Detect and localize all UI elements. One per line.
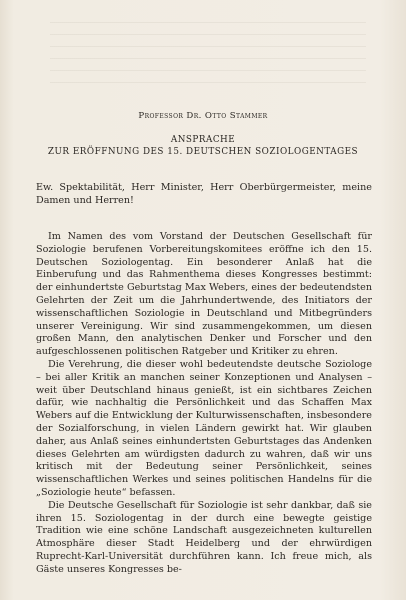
title-line: ZUR ERÖFFNUNG DES 15. DEUTSCHEN SOZIOLOGENTAGES — [47, 147, 359, 157]
author-name: Professor Dr. Otto Stammer — [138, 111, 268, 121]
salutation: Ew. Spektabilität, Herr Minister, Herr Oberbürgermeister, meine Damen und Herren! — [36, 182, 372, 206]
paragraph: Im Namen des vom Vorstand der Deutschen Gesellschaft für Soziologie berufenen Vorbereitungskomitees eröffne ich den 15. Deutschen Soziologentag. Ein besonderer Anlaß hat die Einberufung und das Rahmenthema dieses Kongresses bestimmt: der einhundertste Geburtstag Max Webers, eines der bedeutendsten Gelehrten der Zeit um die Jahrhundertwende, des Initiators der wissenschaftlichen Soziologie in Deutschland und Mitbegründers unserer Vereinigung. Wir sind zusammengekommen, um diesen großen Mann, den analytischen Denker und Forscher und den aufgeschlossenen politischen Ratgeber und Kritiker zu ehren. — [36, 231, 372, 358]
paragraph: Die Verehrung, die dieser wohl bedeutendste deutsche Soziologe – bei aller Kritik an manchen seiner Konzeptionen und Analysen – weit über Deutschland hinaus genießt, ist ein sichtbares Zeichen dafür, wie nachhaltig die Persönlichkeit und das Schaffen Max Webers auf die Entwicklung der Kulturwissenschaften, insbesondere der Sozialforschung, in vielen Ländern gewirkt hat. Wir glauben daher, aus Anlaß seines einhundertsten Geburtstages das Andenken dieses Gelehrten am würdigsten dadurch zu wahren, daß wir uns kritisch mit der Bedeutung seiner Persönlichkeit, seines wissenschaftlichen Werkes und seines politischen Handelns für die „Soziologie heute“ befassen. — [36, 358, 372, 498]
salutation-block — [36, 182, 372, 208]
speech-title — [0, 134, 406, 158]
paragraph: Die Deutsche Gesellschaft für Soziologie ist sehr dankbar, daß sie ihren 15. Soziologentag in der durch eine bewegte geistige Tradition wie eine schöne Landschaft ausgezeichneten kulturellen Atmosphäre dieser Stadt Heidelberg und der ehrwürdigen Ruprecht-Karl-Universität durchführen kann. Ich freue mich, als Gäste unseres Kongresses be- — [36, 499, 372, 575]
show-through-text — [50, 14, 366, 84]
body-text — [36, 231, 372, 577]
title-line: ANSPRACHE — [170, 135, 236, 145]
